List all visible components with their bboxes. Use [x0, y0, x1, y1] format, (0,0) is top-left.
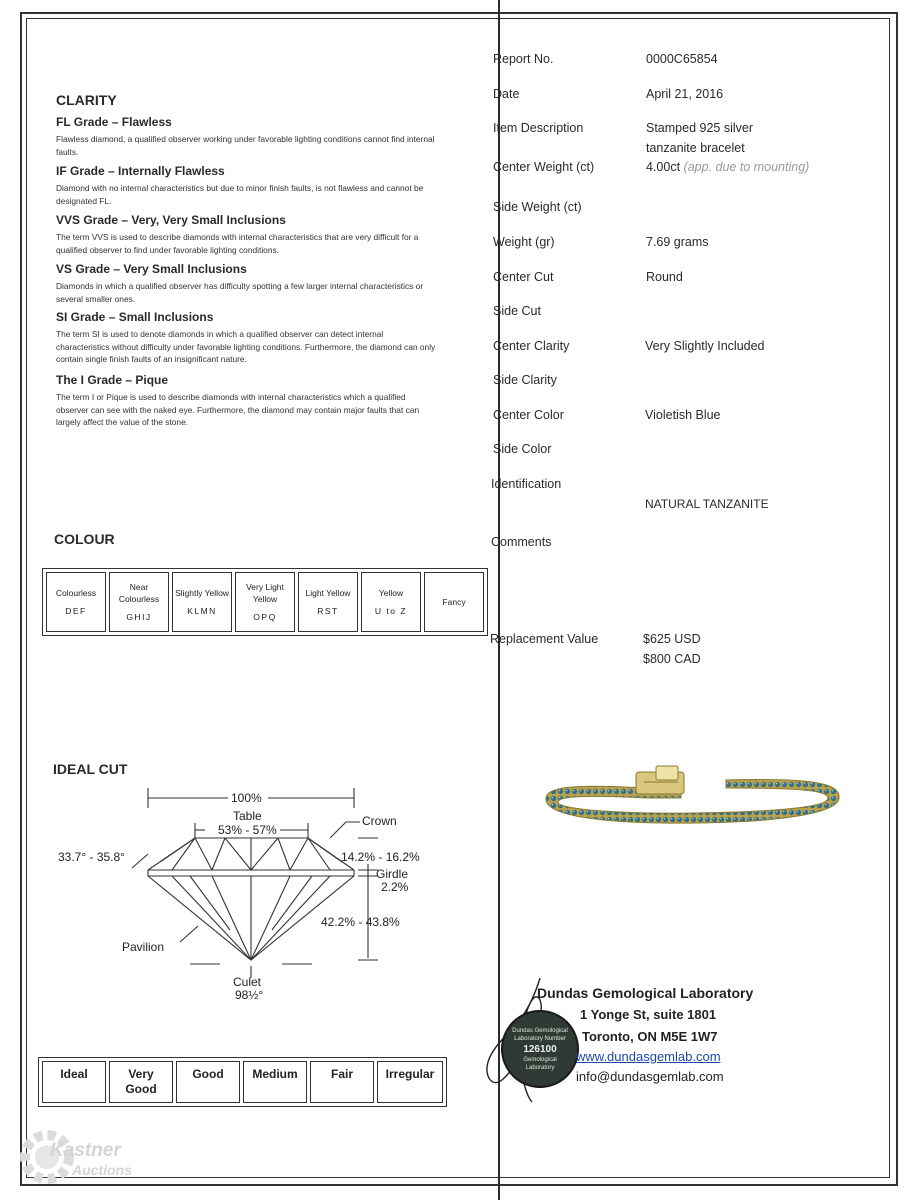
weight-value: 7.69 grams — [646, 235, 709, 249]
side-weight-label: Side Weight (ct) — [493, 200, 582, 214]
grade-fl-heading: FL Grade – Flawless — [56, 115, 172, 129]
seal-line1: Dundas Gemological — [512, 1028, 568, 1034]
center-color-label: Center Color — [493, 408, 564, 422]
colour-cell-code: OPQ — [253, 612, 277, 622]
grade-vvs-desc: The term VVS is used to describe diamonds with internal characteristics that are very difficult for a qualified observer to find under favorable lighting conditions. — [56, 232, 419, 255]
seal-number: 126100 — [523, 1044, 557, 1055]
replacement-value-usd: $625 USD — [643, 632, 701, 646]
grade-i-heading: The I Grade – Pique — [56, 373, 169, 387]
culet-value-label: 98½° — [235, 988, 264, 1002]
colour-cell-code: KLMN — [187, 606, 217, 616]
colour-cell-code: RST — [317, 606, 339, 616]
auction-watermark — [12, 1118, 142, 1196]
cut-grade-cell: Medium — [243, 1061, 307, 1103]
identification-label: Identification — [491, 477, 562, 491]
lab-seal — [501, 1010, 579, 1088]
item-description-value-line2: tanzanite bracelet — [646, 141, 745, 155]
cut-grade-cell: Good — [176, 1061, 240, 1103]
colour-cell — [361, 572, 421, 632]
colour-scale-table — [42, 568, 488, 636]
grade-vs-heading: VS Grade – Very Small Inclusions — [56, 262, 247, 276]
girdle-label: Girdle — [376, 867, 409, 881]
replacement-value-cad: $800 CAD — [643, 652, 701, 666]
center-weight-amount: 4.00ct — [646, 160, 681, 174]
cut-grade-cell: Irregular — [377, 1061, 443, 1103]
center-weight-value — [646, 160, 809, 174]
colour-cell — [172, 572, 232, 632]
date-value: April 21, 2016 — [646, 87, 724, 101]
pavilion-label: Pavilion — [122, 940, 165, 954]
colour-cell — [46, 572, 106, 632]
center-clarity-label: Center Clarity — [493, 339, 570, 353]
colour-cell-name: Slightly Yellow — [175, 588, 229, 598]
colour-cell — [298, 572, 358, 632]
colour-cell-code: U to Z — [374, 606, 408, 616]
lab-email: info@dundasgemlab.com — [576, 1069, 724, 1084]
cut-grade-cell: Fair — [310, 1061, 374, 1103]
item-description-value: Stamped 925 silver — [646, 121, 754, 135]
replacement-value-label: Replacement Value — [490, 632, 599, 646]
ideal-cut-title: IDEAL CUT — [53, 761, 128, 777]
comments-label: Comments — [491, 535, 552, 549]
watermark-line2: Auctions — [72, 1162, 132, 1178]
center-weight-note: (app. due to mounting) — [683, 160, 810, 174]
seal-line3: Gemological — [523, 1057, 557, 1063]
total-depth-label: 100% — [231, 791, 262, 805]
crown-label: Crown — [362, 814, 397, 828]
clarity-title: CLARITY — [56, 92, 117, 108]
report-number-value: 0000C65854 — [646, 52, 718, 66]
girdle-value-label: 2.2% — [381, 880, 409, 894]
identification-value: NATURAL TANZANITE — [645, 497, 769, 511]
grade-vvs-heading: VVS Grade – Very, Very Small Inclusions — [56, 213, 286, 227]
bracelet-photo — [536, 760, 846, 830]
weight-label: Weight (gr) — [493, 235, 555, 249]
colour-cell-name: Fancy — [442, 597, 466, 607]
colour-cell — [235, 572, 295, 632]
grade-si-desc: The term SI is used to denote diamonds in which a qualified observer can detect internal characteristics without difficulty under favorable lighting conditions. Furthermore, the diamond can only contain single finish faults of an insignificant nature. — [56, 329, 436, 364]
center-clarity-value: Very Slightly Included — [645, 339, 765, 353]
crown-angle-label: 33.7° - 35.8° — [58, 850, 125, 864]
colour-cell-name: Very Light Yellow — [246, 582, 284, 604]
colour-cell — [424, 572, 484, 632]
lab-website-link[interactable]: www.dundasgemlab.com — [576, 1049, 721, 1064]
side-clarity-label: Side Clarity — [493, 373, 557, 387]
lab-address-line2: Toronto, ON M5E 1W7 — [582, 1029, 718, 1044]
table-range-label: 53% - 57% — [218, 823, 277, 837]
grade-si-heading: SI Grade – Small Inclusions — [56, 310, 214, 324]
colour-cell — [109, 572, 169, 632]
center-cut-label: Center Cut — [493, 270, 554, 284]
date-label: Date — [493, 87, 520, 101]
colour-cell-name: Light Yellow — [305, 588, 351, 598]
colour-cell-code: DEF — [65, 606, 87, 616]
grade-i-desc: The term I or Pique is used to describe diamonds with internal characteristics which a qualified observer can see with the naked eye. Furthermore, the diamond may contain major faults that can largely affect the value of the stone. — [56, 392, 420, 427]
table-label: Table — [233, 809, 262, 823]
cut-grade-table — [38, 1057, 447, 1107]
culet-label: Culet — [233, 975, 262, 989]
side-color-label: Side Color — [493, 442, 552, 456]
seal-line2: Laboratory Number — [514, 1036, 566, 1042]
center-color-value: Violetish Blue — [645, 408, 721, 422]
grade-fl-desc: Flawless diamond, a qualified observer working under favorable lighting conditions cannot find internal faults. — [56, 134, 435, 157]
colour-cell-code: GHIJ — [126, 612, 152, 622]
lab-address-line1: 1 Yonge St, suite 1801 — [580, 1007, 717, 1022]
center-cut-value: Round — [646, 270, 683, 284]
grade-if-desc: Diamond with no internal characteristics but due to minor finish faults, is not flawless and cannot be designated FL. — [56, 183, 424, 206]
pavilion-depth-label: 42.2% - 43.8% — [321, 915, 400, 929]
side-cut-label: Side Cut — [493, 304, 541, 318]
colour-cell-name: Yellow — [378, 588, 404, 598]
cut-grade-cell: Very Good — [109, 1061, 173, 1103]
item-description-label: Item Description — [493, 121, 584, 135]
crown-height-label: 14.2% - 16.2% — [341, 850, 420, 864]
report-number-label: Report No. — [493, 52, 554, 66]
seal-line4: Laboratory — [525, 1065, 555, 1071]
grade-vs-desc: Diamonds in which a qualified observer has difficulty spotting a few larger internal characteristics or several smaller ones. — [56, 281, 424, 304]
cut-grade-cell: Ideal — [42, 1061, 106, 1103]
colour-cell-name: Near Colourless — [118, 582, 160, 604]
lab-name: Dundas Gemological Laboratory — [537, 985, 754, 1001]
watermark-line1: Kastner — [50, 1140, 121, 1161]
grade-if-heading: IF Grade – Internally Flawless — [56, 164, 225, 178]
center-weight-label: Center Weight (ct) — [493, 160, 595, 174]
colour-title: COLOUR — [54, 531, 115, 547]
colour-cell-name: Colourless — [55, 588, 97, 598]
